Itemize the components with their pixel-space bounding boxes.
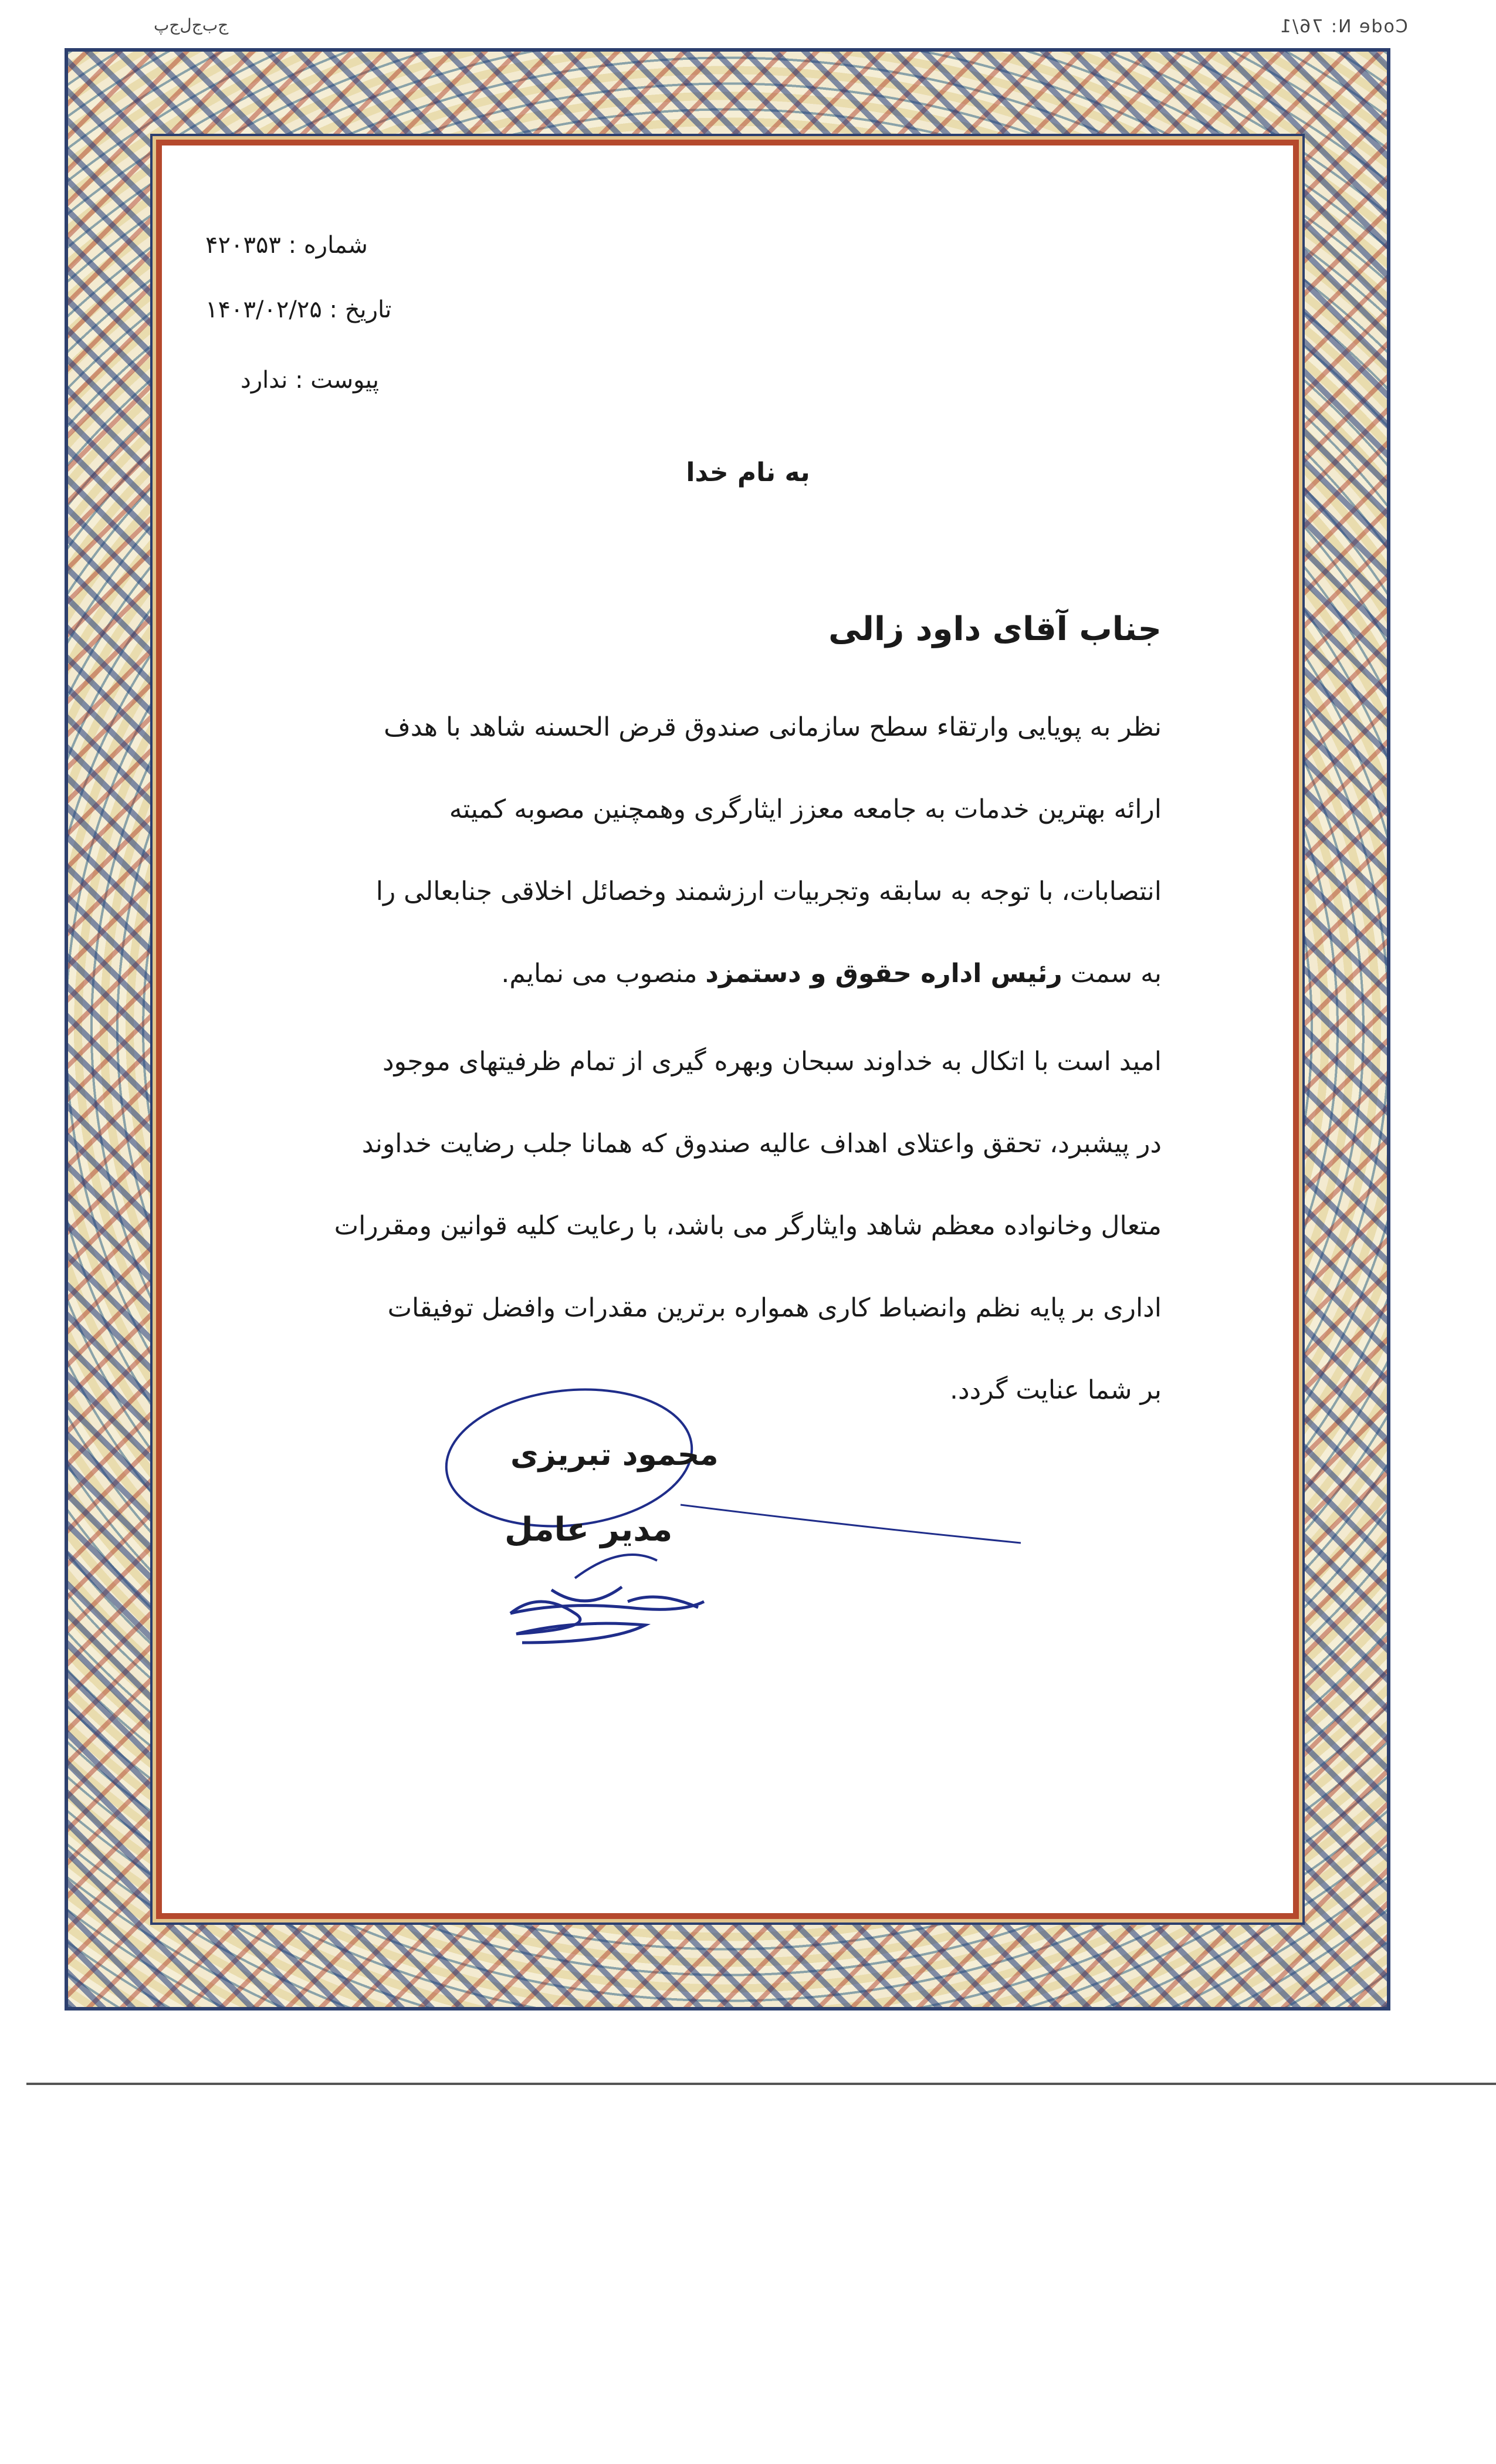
- number-label: شماره :: [288, 232, 368, 259]
- paragraph-line: ارائه بهترین خدمات به جامعه معزز ایثارگری وهمچنین مصوبه کمیته: [449, 794, 1162, 824]
- print-logo: ج‌ب‌ج‌ل‌ج‌پ: [154, 15, 229, 35]
- addressee: جناب آقای داود زالی: [828, 610, 1162, 648]
- paragraph-appointment: [305, 686, 1162, 1015]
- date-label: تاریخ :: [329, 296, 392, 323]
- letter-number: [205, 232, 368, 259]
- paragraph-line: انتصابات، با توجه به سابقه وتجربیات ارزشمند وخصائل اخلاقی جنابعالی را: [375, 876, 1162, 906]
- paragraph-line: نظر به پویایی وارتقاء سطح سازمانی صندوق قرض الحسنه شاهد با هدف: [384, 712, 1162, 742]
- page-bottom-rule: [26, 2083, 1496, 2085]
- signatory-role: مدیر عامل: [505, 1511, 673, 1549]
- paragraph-line: در پیشبرد، تحقق واعتلای اهداف عالیه صندوق که همانا جلب رضایت خداوند: [361, 1129, 1162, 1159]
- bismillah-heading: به نام خدا: [686, 458, 810, 488]
- signatory-name: محمود تبریزی: [510, 1437, 719, 1473]
- letter-attachment: [241, 367, 379, 394]
- paragraph-line: بر شما عنایت گردد.: [950, 1375, 1162, 1405]
- position-title: رئیس اداره حقوق و دستمزد: [705, 959, 1062, 989]
- letter-date: [205, 296, 391, 323]
- paragraph-line: اداری بر پایه نظم وانضباط کاری همواره برترین مقدرات وافضل توفیقات: [387, 1293, 1162, 1323]
- date-value: ۱۴۰۳/۰۲/۲۵: [205, 296, 322, 323]
- paragraph-line: امید است با اتکال به خداوند سبحان وبهره گیری از تمام ظرفیتهای موجود: [383, 1047, 1162, 1077]
- form-code: Code N: 76/1: [1279, 16, 1408, 37]
- paragraph-line: [305, 933, 1162, 1015]
- position-prefix: به سمت: [1070, 959, 1162, 989]
- attachment-value: ندارد: [241, 367, 288, 394]
- position-suffix: منصوب می نمایم.: [501, 959, 698, 989]
- paragraph-line: متعال وخانواده معظم شاهد وایثارگر می باشد، با رعایت کلیه قوانین ومقررات: [334, 1211, 1162, 1241]
- number-value: ۴۲۰۳۵۳: [205, 232, 281, 259]
- attachment-label: پیوست :: [295, 367, 379, 394]
